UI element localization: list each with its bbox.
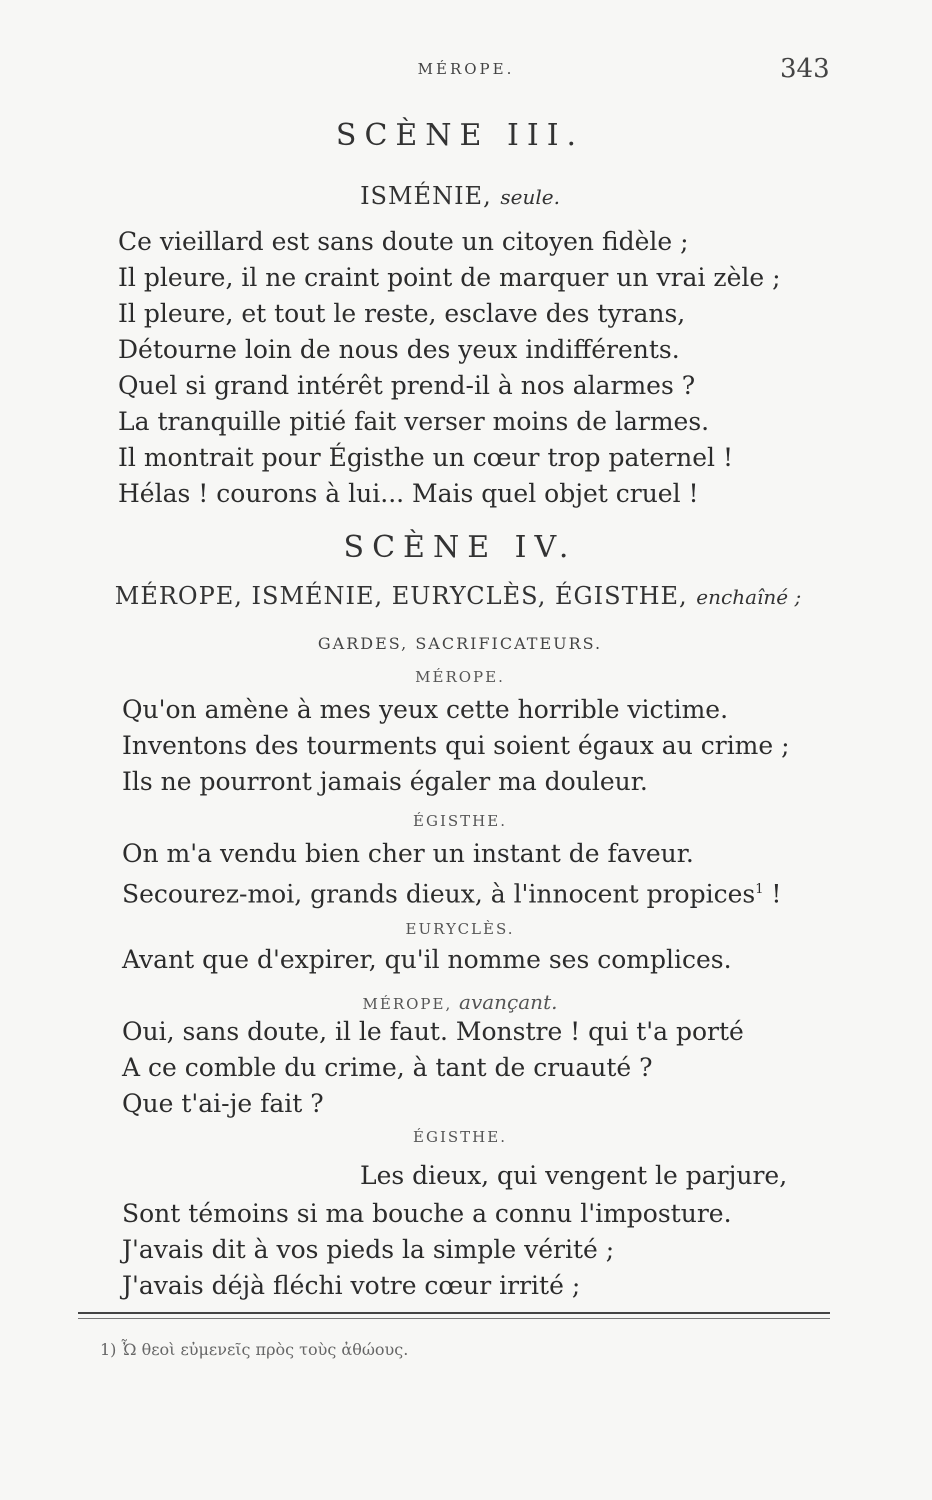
verse-line: Quel si grand intérêt prend-il à nos alarmes ? <box>118 371 696 400</box>
scene-4-direction: enchaîné ; <box>696 585 802 609</box>
scene-3-title: SCÈNE III. <box>335 118 585 153</box>
scene-3-character: ISMÉNIE, <box>360 182 492 210</box>
footnote <box>100 1340 408 1359</box>
verse-line: On m'a vendu bien cher un instant de faveur. <box>122 839 694 868</box>
verse-line: Avant que d'expirer, qu'il nomme ses complices. <box>122 945 732 974</box>
speaker-cue-egisthe-2: ÉGISTHE. <box>413 1128 507 1146</box>
verse-line: La tranquille pitié fait verser moins de larmes. <box>118 407 710 436</box>
egisthe-speech-2 <box>122 1196 842 1304</box>
scene-4-title: SCÈNE IV. <box>343 530 577 565</box>
verse-line: Oui, sans doute, il le faut. Monstre ! qui t'a porté <box>122 1017 744 1046</box>
verse-line: J'avais dit à vos pieds la simple vérité ; <box>122 1235 615 1264</box>
stage-direction: avançant. <box>459 990 558 1014</box>
running-title: MÉROPE. <box>417 60 515 78</box>
verse-line: Qu'on amène à mes yeux cette horrible victime. <box>122 695 729 724</box>
merope-speech-1 <box>122 692 842 800</box>
scene-4-character-list: MÉROPE, ISMÉNIE, EURYCLÈS, ÉGISTHE, <box>114 582 688 610</box>
footnote-text: Ὦ θεοὶ εὐμενεῖς πρὸς τοὺς ἀθώους. <box>121 1340 409 1359</box>
egisthe-speech-1 <box>122 836 842 912</box>
speaker-cue-eurycles: EURYCLÈS. <box>405 920 515 938</box>
verse-line: Il pleure, il ne craint point de marquer un vrai zèle ; <box>118 263 781 292</box>
verse-line: Ce vieillard est sans doute un citoyen fidèle ; <box>118 227 689 256</box>
verse-line: J'avais déjà fléchi votre cœur irrité ; <box>122 1271 581 1300</box>
verse-text: Secourez-moi, grands dieux, à l'innocent propices <box>122 879 756 909</box>
verse-line: Sont témoins si ma bouche a connu l'imposture. <box>122 1199 732 1228</box>
verse-line: Inventons des tourments qui soient égaux au crime ; <box>122 731 790 760</box>
footnote-marker: 1) <box>100 1340 117 1359</box>
verse-line: Il pleure, et tout le reste, esclave des tyrans, <box>118 299 686 328</box>
page-number: 343 <box>780 54 830 84</box>
eurycles-speech <box>122 942 842 978</box>
footnote-rule <box>78 1312 830 1314</box>
verse-text-end: ! <box>763 879 782 909</box>
merope-speech-2 <box>122 1014 842 1122</box>
footnote-reference[interactable]: 1 <box>755 882 764 897</box>
verse-line: Il montrait pour Égisthe un cœur trop paternel ! <box>118 443 734 472</box>
verse-line: A ce comble du crime, à tant de cruauté ? <box>122 1053 653 1082</box>
speaker-cue-merope: MÉROPE. <box>415 668 505 686</box>
speaker-name: MÉROPE, <box>362 995 453 1013</box>
scene-3-characters <box>100 182 820 210</box>
verse-line: Ils ne pourront jamais égaler ma douleur. <box>122 767 648 796</box>
verse-line: Hélas ! courons à lui... Mais quel objet cruel ! <box>118 479 699 508</box>
verse-line <box>122 872 842 912</box>
speaker-cue-egisthe: ÉGISTHE. <box>413 812 507 830</box>
footnote-rule-thin <box>78 1318 830 1319</box>
speaker-cue-merope-advancing <box>100 990 820 1014</box>
scene-3-verse <box>118 224 838 512</box>
egisthe-half-line: Les dieux, qui vengent le parjure, <box>360 1161 788 1190</box>
verse-line: Que t'ai-je fait ? <box>122 1089 324 1118</box>
scene-4-characters <box>78 582 838 610</box>
scene-3-direction: seule. <box>500 185 560 209</box>
scene-4-extras: GARDES, SACRIFICATEURS. <box>317 634 603 653</box>
verse-line: Détourne loin de nous des yeux indifférents. <box>118 335 680 364</box>
